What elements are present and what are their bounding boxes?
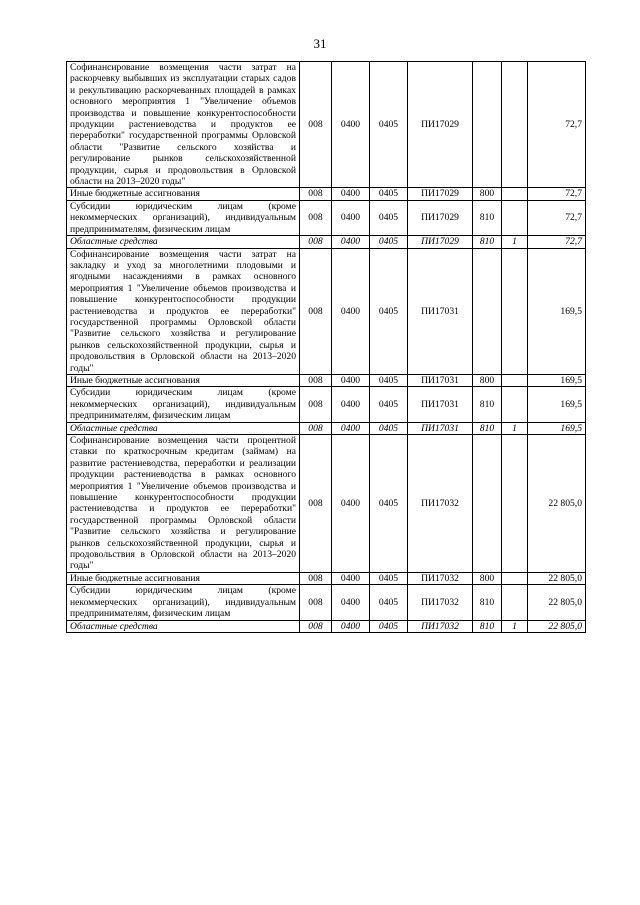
subsection-code: 0405 [370,422,408,434]
section-code: 0400 [332,248,370,374]
expense-type-code [473,435,502,573]
section-code: 0400 [332,620,370,632]
funding-source-code [502,585,528,620]
subsection-code: 0405 [370,188,408,200]
expense-type-code: 810 [473,585,502,620]
table-row [67,248,586,374]
section-code: 0400 [332,585,370,620]
row-description: Софинансирование возмещения части процентной ставки по краткосрочным кредитам (займам) на развитие растениеводства, переработки и реализации продукции растениеводства в рамках основного мероприятия 1 "Увеличение объемов производства и повышение конкурентоспособности продукции растениеводства и продуктов ее переработки" государственной программы Орловской области "Развитие сельского хозяйства и регулирование рынков сельскохозяйственной продукции, сырья и продовольствия в Орловской области на 2013–2020 годы" [67,435,300,573]
amount-cell: 22 805,0 [528,585,586,620]
amount-cell: 72,7 [528,188,586,200]
chapter-code: 008 [300,374,332,386]
section-code: 0400 [332,387,370,422]
expense-type-code: 810 [473,422,502,434]
amount-cell: 72,7 [528,62,586,188]
amount-cell: 22 805,0 [528,620,586,632]
row-description: Софинансирование возмещения части затрат на закладку и уход за многолетними плодовыми и ягодными насаждениями в рамках основного мероприятия 1 "Увеличение объемов производства и повышение конкурентоспособности продукции растениеводства и продуктов ее переработки" государственной программы Орловской области "Развитие сельского хозяйства и регулирование рынков сельскохозяйственной продукции, сырья и продовольствия в Орловской области на 2013–2020 годы" [67,248,300,374]
section-code: 0400 [332,200,370,235]
section-code: 0400 [332,236,370,248]
page-number: 31 [313,36,327,51]
table-row [67,62,586,188]
target-article-code: ПИ17031 [408,422,473,434]
funding-source-code [502,200,528,235]
expense-type-code: 800 [473,572,502,584]
section-code: 0400 [332,188,370,200]
table-row [67,572,586,584]
funding-source-code [502,435,528,573]
row-description: Иные бюджетные ассигнования [67,188,300,200]
row-description: Иные бюджетные ассигнования [67,572,300,584]
subsection-code: 0405 [370,572,408,584]
chapter-code: 008 [300,435,332,573]
table-row [67,374,586,386]
expense-type-code: 810 [473,200,502,235]
expense-type-code: 810 [473,236,502,248]
amount-cell: 169,5 [528,422,586,434]
target-article-code: ПИ17031 [408,374,473,386]
subsection-code: 0405 [370,248,408,374]
target-article-code: ПИ17031 [408,387,473,422]
amount-cell: 72,7 [528,236,586,248]
amount-cell: 169,5 [528,248,586,374]
amount-cell: 169,5 [528,374,586,386]
section-code: 0400 [332,435,370,573]
chapter-code: 008 [300,620,332,632]
funding-source-code [502,387,528,422]
target-article-code: ПИ17032 [408,435,473,573]
chapter-code: 008 [300,200,332,235]
funding-source-code [502,188,528,200]
chapter-code: 008 [300,62,332,188]
chapter-code: 008 [300,236,332,248]
target-article-code: ПИ17031 [408,248,473,374]
funding-source-code: 1 [502,236,528,248]
target-article-code: ПИ17032 [408,585,473,620]
chapter-code: 008 [300,585,332,620]
section-code: 0400 [332,572,370,584]
target-article-code: ПИ17029 [408,62,473,188]
row-description: Областные средства [67,422,300,434]
table-row [67,236,586,248]
subsection-code: 0405 [370,236,408,248]
funding-source-code [502,248,528,374]
row-description: Иные бюджетные ассигнования [67,374,300,386]
funding-source-code: 1 [502,422,528,434]
expense-type-code [473,62,502,188]
expense-type-code: 800 [473,374,502,386]
section-code: 0400 [332,374,370,386]
subsection-code: 0405 [370,200,408,235]
chapter-code: 008 [300,422,332,434]
budget-table [66,61,586,633]
funding-source-code [502,374,528,386]
chapter-code: 008 [300,248,332,374]
target-article-code: ПИ17029 [408,200,473,235]
row-description: Субсидии юридическим лицам (кроме некоммерческих организаций), индивидуальным предпринимателям, физическим лицам [67,585,300,620]
table-row [67,422,586,434]
expense-type-code: 810 [473,620,502,632]
row-description: Областные средства [67,236,300,248]
subsection-code: 0405 [370,374,408,386]
row-description: Субсидии юридическим лицам (кроме некоммерческих организаций), индивидуальным предпринимателям, физическим лицам [67,387,300,422]
chapter-code: 008 [300,387,332,422]
subsection-code: 0405 [370,585,408,620]
funding-source-code [502,572,528,584]
target-article-code: ПИ17032 [408,572,473,584]
row-description: Субсидии юридическим лицам (кроме некоммерческих организаций), индивидуальным предпринимателям, физическим лицам [67,200,300,235]
table-row [67,387,586,422]
budget-table-body [67,62,586,633]
expense-type-code: 800 [473,188,502,200]
row-description: Областные средства [67,620,300,632]
amount-cell: 72,7 [528,200,586,235]
funding-source-code [502,62,528,188]
amount-cell: 169,5 [528,387,586,422]
subsection-code: 0405 [370,620,408,632]
target-article-code: ПИ17032 [408,620,473,632]
subsection-code: 0405 [370,435,408,573]
chapter-code: 008 [300,188,332,200]
subsection-code: 0405 [370,62,408,188]
row-description: Софинансирование возмещения части затрат на раскорчевку выбывших из эксплуатации старых садов и рекультивацию раскорчеванных площадей в рамках основного мероприятия 1 "Увеличение объемов производства и повышение конкурентоспособности продукции растениеводства и продуктов ее переработки" государственной программы Орловской области "Развитие сельского хозяйства и регулирование рынков сельскохозяйственной продукции, сырья и продовольствия в Орловской области на 2013–2020 годы" [67,62,300,188]
target-article-code: ПИ17029 [408,236,473,248]
table-row [67,200,586,235]
target-article-code: ПИ17029 [408,188,473,200]
section-code: 0400 [332,62,370,188]
table-row [67,188,586,200]
funding-source-code: 1 [502,620,528,632]
table-row [67,620,586,632]
subsection-code: 0405 [370,387,408,422]
table-row [67,435,586,573]
expense-type-code: 810 [473,387,502,422]
amount-cell: 22 805,0 [528,572,586,584]
section-code: 0400 [332,422,370,434]
expense-type-code [473,248,502,374]
table-row [67,585,586,620]
chapter-code: 008 [300,572,332,584]
amount-cell: 22 805,0 [528,435,586,573]
